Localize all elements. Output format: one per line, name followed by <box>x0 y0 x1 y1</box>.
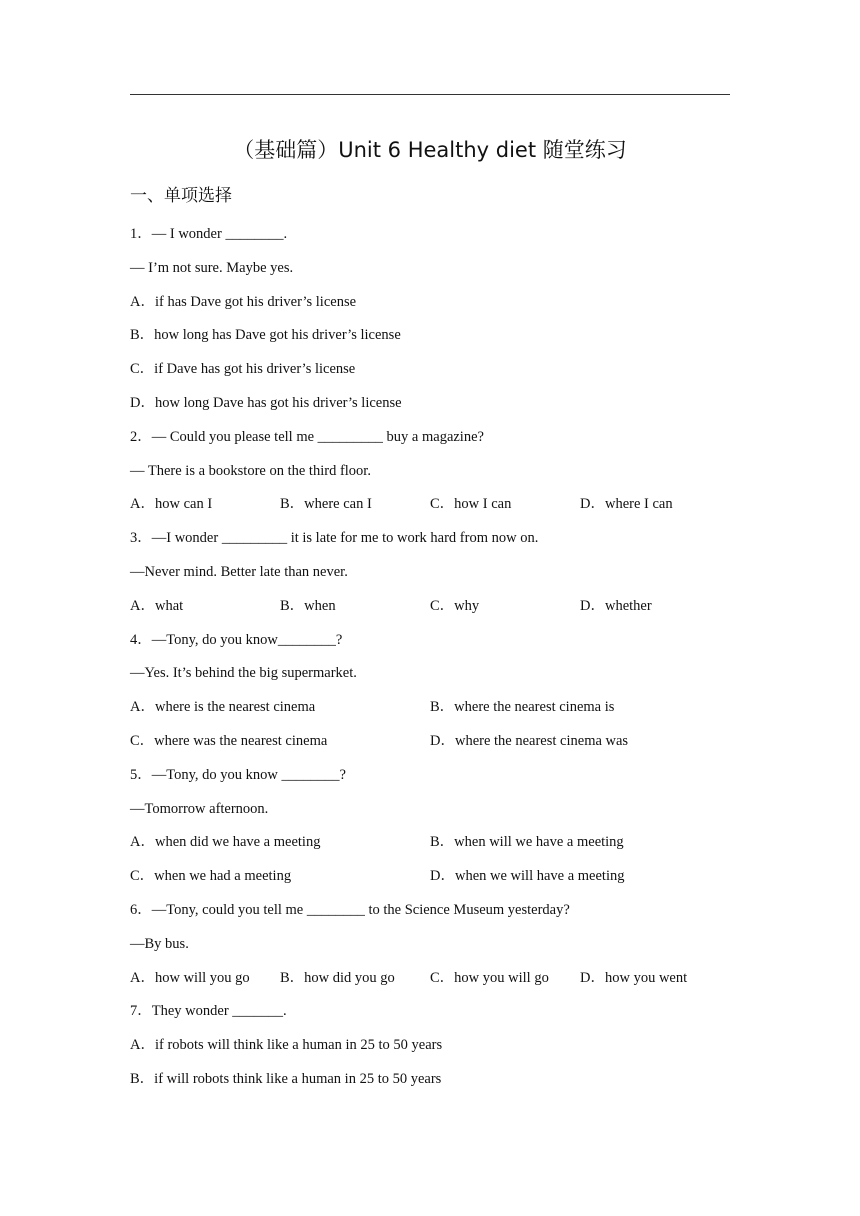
option-a: A．if robots will think like a human in 25 to 50 years <box>130 1037 443 1054</box>
option-a: A．how will you go <box>130 969 250 986</box>
question-reply: —Never mind. Better late than never. <box>130 563 348 580</box>
option-c: C．where was the nearest cinema <box>130 732 328 749</box>
question-stem: 6．—Tony, could you tell me ________ to the Science Museum yesterday? <box>130 901 570 918</box>
options-row <box>130 594 730 628</box>
question-stem: 3．—I wonder _________ it is late for me to work hard from now on. <box>130 530 539 547</box>
option-b: B．where the nearest cinema is <box>430 699 615 716</box>
option-d: D．where the nearest cinema was <box>430 732 629 749</box>
option-c: C．why <box>430 597 480 614</box>
option-c: C．how you will go <box>430 969 549 986</box>
question-reply: —Yes. It’s behind the big supermarket. <box>130 665 357 682</box>
question-stem: 4．—Tony, do you know________? <box>130 631 343 648</box>
options-row <box>130 966 730 1000</box>
option-a: A．when did we have a meeting <box>130 834 321 851</box>
option-d: D．where I can <box>580 496 673 513</box>
options-row <box>130 830 730 864</box>
question-stem: 2．— Could you please tell me _________ buy a magazine? <box>130 428 484 445</box>
options-row <box>130 864 730 898</box>
option-d: D．whether <box>580 597 652 614</box>
option-b: B．how long has Dave got his driver’s license <box>130 327 401 344</box>
option-b: B．if will robots think like a human in 25 to 50 years <box>130 1070 442 1087</box>
option-a: A．how can I <box>130 496 213 513</box>
options-row <box>130 729 730 763</box>
question-reply: — I’m not sure. Maybe yes. <box>130 259 294 276</box>
option-d: D．how long Dave has got his driver’s license <box>130 394 402 411</box>
question-reply: — There is a bookstore on the third floor. <box>130 462 371 479</box>
option-c: C．how I can <box>430 496 512 513</box>
question-stem: 1．— I wonder ________. <box>130 226 288 242</box>
options-row <box>130 492 730 526</box>
question-reply: —By bus. <box>130 935 189 952</box>
question-list <box>130 222 730 1101</box>
option-d: D．when we will have a meeting <box>430 868 625 885</box>
question-stem: 7．They wonder _______. <box>130 1003 287 1020</box>
option-d: D．how you went <box>580 969 688 986</box>
option-b: B．when <box>280 597 336 614</box>
option-a: A．where is the nearest cinema <box>130 699 316 716</box>
option-b: B．when will we have a meeting <box>430 834 624 851</box>
question-reply: —Tomorrow afternoon. <box>130 800 269 817</box>
option-a: A．if has Dave got his driver’s license <box>130 293 357 310</box>
option-c: C．when we had a meeting <box>130 868 292 885</box>
document-title: （基础篇）Unit 6 Healthy diet 随堂练习 <box>233 138 627 162</box>
question-stem: 5．—Tony, do you know ________? <box>130 766 346 783</box>
option-a: A．what <box>130 597 184 614</box>
options-row <box>130 695 730 729</box>
option-b: B．where can I <box>280 496 372 513</box>
option-b: B．how did you go <box>280 969 395 986</box>
header-rule <box>130 94 730 95</box>
section-heading: 一、单项选择 <box>130 186 232 206</box>
option-c: C．if Dave has got his driver’s license <box>130 361 356 378</box>
